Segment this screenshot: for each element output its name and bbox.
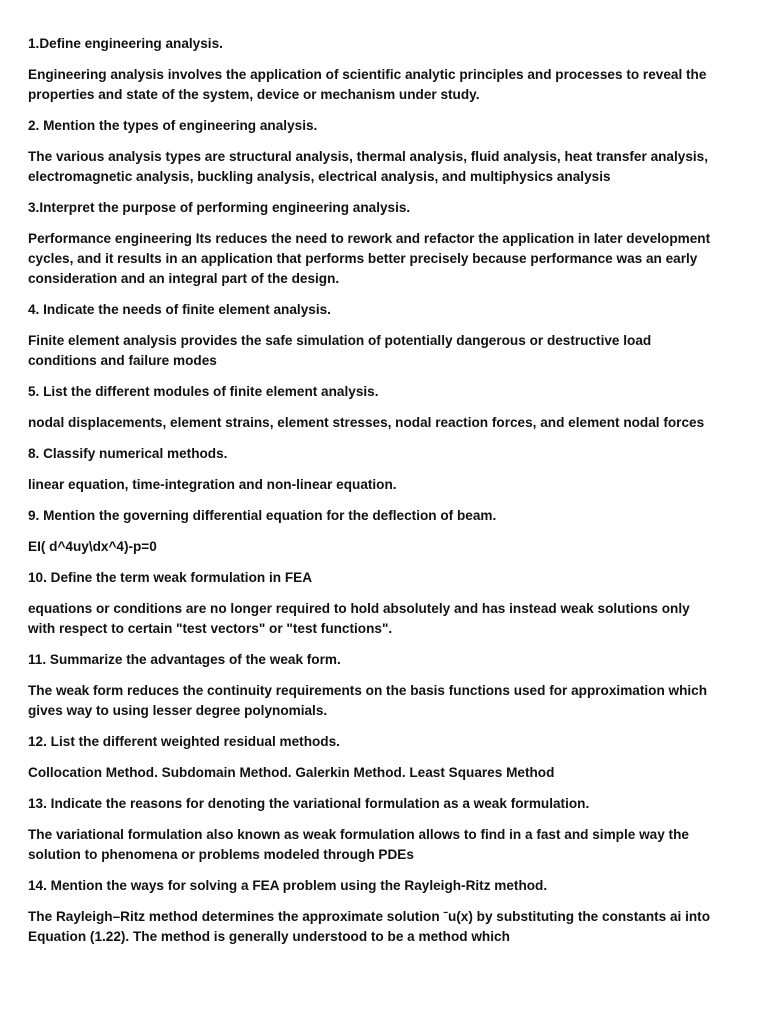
qa-item-1: [28, 34, 718, 105]
qa-item-11: [28, 650, 718, 721]
answer-12: Collocation Method. Subdomain Method. Galerkin Method. Least Squares Method: [28, 765, 555, 780]
question-1: 1.Define engineering analysis.: [28, 36, 223, 51]
qa-item-10: [28, 568, 718, 639]
qa-item-12: [28, 732, 718, 783]
question-8: 8. Classify numerical methods.: [28, 446, 228, 461]
answer-3: Performance engineering Its reduces the need to rework and refactor the application in later development cycles, and it results in an application that performs better precisely because performance was an early consideration and an integral part of the design.: [28, 231, 711, 286]
question-3: 3.Interpret the purpose of performing engineering analysis.: [28, 200, 411, 215]
question-2: 2. Mention the types of engineering analysis.: [28, 118, 318, 133]
qa-item-2: [28, 116, 718, 187]
question-10: 10. Define the term weak formulation in FEA: [28, 570, 313, 585]
answer-5: nodal displacements, element strains, element stresses, nodal reaction forces, and element nodal forces: [28, 415, 705, 430]
qa-item-9: [28, 506, 718, 557]
answer-13: The variational formulation also known as weak formulation allows to find in a fast and simple way the solution to phenomena or problems modeled through PDEs: [28, 827, 689, 862]
qa-item-4: [28, 300, 718, 371]
qa-item-14: [28, 876, 718, 947]
qa-item-13: [28, 794, 718, 865]
question-9: 9. Mention the governing differential equation for the deflection of beam.: [28, 508, 497, 523]
qa-item-5: [28, 382, 718, 433]
document-page: [28, 34, 718, 958]
answer-2: The various analysis types are structural analysis, thermal analysis, fluid analysis, heat transfer analysis, electromagnetic analysis, buckling analysis, electrical analysis, and multiphysics analysis: [28, 149, 708, 184]
answer-11: The weak form reduces the continuity requirements on the basis functions used for approximation which gives way to using lesser degree polynomials.: [28, 683, 708, 718]
question-5: 5. List the different modules of finite element analysis.: [28, 384, 379, 399]
answer-8: linear equation, time-integration and non-linear equation.: [28, 477, 397, 492]
question-12: 12. List the different weighted residual methods.: [28, 734, 340, 749]
question-14: 14. Mention the ways for solving a FEA problem using the Rayleigh-Ritz method.: [28, 878, 548, 893]
question-4: 4. Indicate the needs of finite element analysis.: [28, 302, 331, 317]
qa-item-8: [28, 444, 718, 495]
question-11: 11. Summarize the advantages of the weak form.: [28, 652, 341, 667]
answer-14: The Rayleigh–Ritz method determines the approximate solution ˉu(x) by substituting the constants ai into Equation (1.22). The method is generally understood to be a method which: [28, 909, 711, 944]
answer-1: Engineering analysis involves the application of scientific analytic principles and processes to reveal the properties and state of the system, device or mechanism under study.: [28, 67, 707, 102]
qa-item-3: [28, 198, 718, 289]
answer-4: Finite element analysis provides the safe simulation of potentially dangerous or destructive load conditions and failure modes: [28, 333, 652, 368]
answer-10: equations or conditions are no longer required to hold absolutely and has instead weak solutions only with respect to certain "test vectors" or "test functions".: [28, 601, 690, 636]
question-13: 13. Indicate the reasons for denoting the variational formulation as a weak formulation.: [28, 796, 590, 811]
answer-9: EI( d^4uy\dx^4)-p=0: [28, 539, 157, 554]
